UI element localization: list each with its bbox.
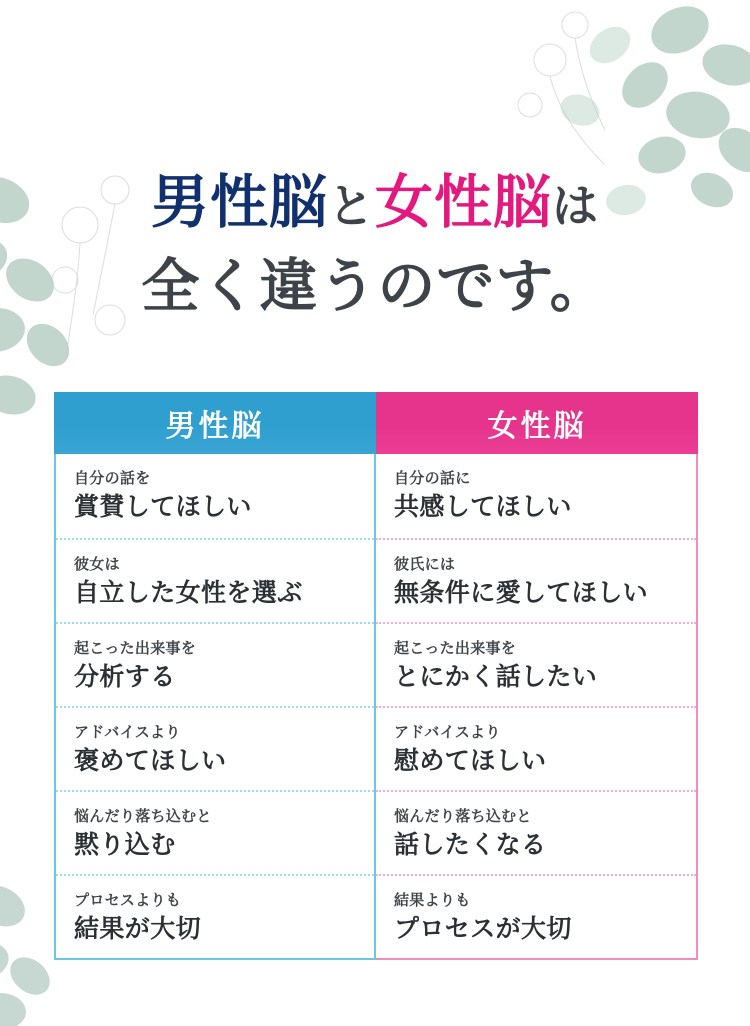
- row-subtext: 彼氏には: [394, 556, 456, 573]
- row-subtext: アドバイスより: [74, 724, 181, 741]
- table-row: [376, 874, 696, 958]
- column-body-male: [54, 454, 376, 960]
- row-maintext: 慰めてほしい: [394, 747, 547, 775]
- row-maintext: 話したくなる: [394, 831, 547, 859]
- row-subtext: 結果よりも: [394, 892, 471, 909]
- title-conjunction: と: [328, 179, 375, 233]
- column-header-male: 男性脳: [54, 392, 376, 454]
- row-subtext: 彼女は: [74, 556, 120, 573]
- table-row: [376, 538, 696, 622]
- table-row: [376, 622, 696, 706]
- table-row: [376, 454, 696, 538]
- table-row: [56, 706, 374, 790]
- row-subtext: アドバイスより: [394, 724, 501, 741]
- row-maintext: プロセスが大切: [394, 915, 572, 943]
- title-male-brain: 男性脳: [150, 168, 328, 236]
- row-subtext: 起こった出来事を: [394, 640, 517, 657]
- row-maintext: 褒めてほしい: [74, 747, 227, 775]
- row-maintext: とにかく話したい: [394, 663, 598, 691]
- row-subtext: 悩んだり落ち込むと: [394, 808, 532, 825]
- comparison-table: [54, 392, 698, 960]
- row-maintext: 自立した女性を選ぶ: [74, 579, 303, 607]
- column-body-female: [376, 454, 698, 960]
- row-subtext: プロセスよりも: [74, 892, 182, 909]
- table-row: [376, 790, 696, 874]
- row-subtext: 自分の話を: [74, 470, 151, 487]
- row-subtext: 起こった出来事を: [74, 640, 197, 657]
- title-particle: は: [552, 179, 600, 233]
- table-row: [56, 622, 374, 706]
- table-row: [376, 706, 696, 790]
- column-male-brain: [54, 392, 376, 960]
- column-header-female: 女性脳: [376, 392, 698, 454]
- row-maintext: 無条件に愛してほしい: [394, 579, 649, 607]
- row-subtext: 悩んだり落ち込むと: [74, 808, 212, 825]
- row-subtext: 自分の話に: [394, 470, 471, 487]
- row-maintext: 共感してほしい: [394, 493, 572, 521]
- table-row: [56, 454, 374, 538]
- table-row: [56, 874, 374, 958]
- row-maintext: 賞賛してほしい: [74, 493, 252, 521]
- page-title-line-1: [0, 160, 750, 244]
- row-maintext: 結果が大切: [74, 915, 202, 943]
- page-title-line-2: 全く違うのです。: [141, 252, 609, 321]
- row-maintext: 分析する: [74, 663, 176, 691]
- row-maintext: 黙り込む: [74, 831, 176, 859]
- column-female-brain: [376, 392, 698, 960]
- page-title: [0, 160, 750, 328]
- table-row: [56, 790, 374, 874]
- table-row: [56, 538, 374, 622]
- title-female-brain: 女性脳: [375, 168, 553, 236]
